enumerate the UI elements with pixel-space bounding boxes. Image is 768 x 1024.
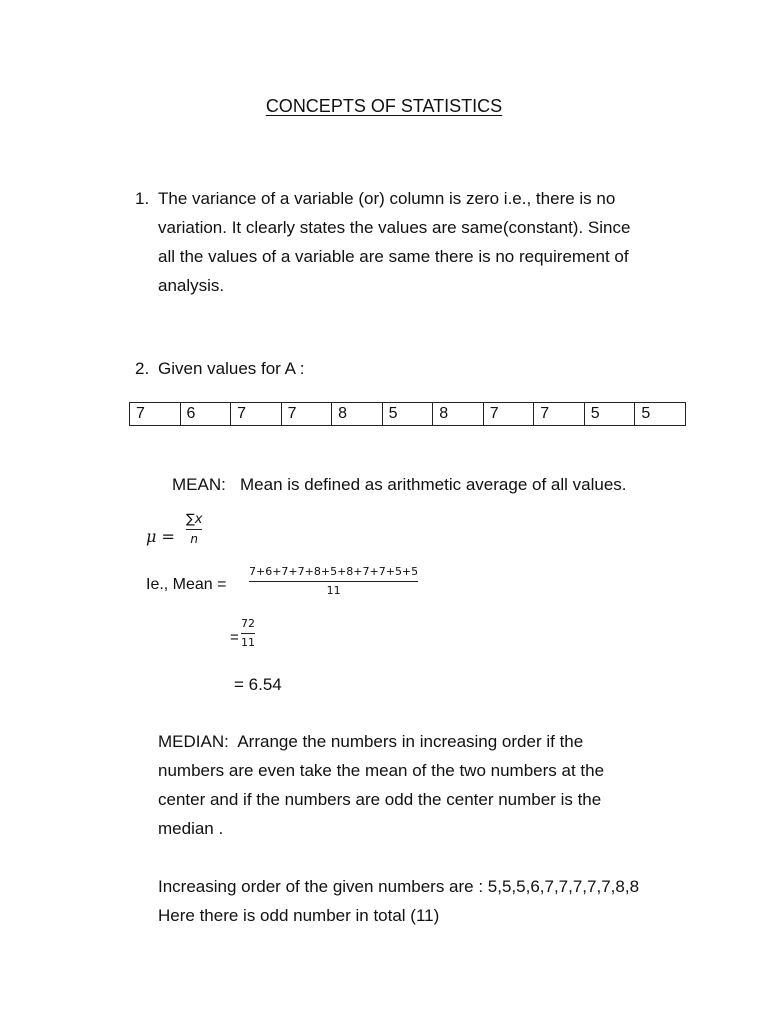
increasing-order-line: Increasing order of the given numbers are : 5,5,5,6,7,7,7,7,7,8,8	[158, 877, 640, 896]
median-line-3: center and if the numbers are odd the center number is the	[158, 790, 602, 809]
value-cell: 7	[534, 403, 585, 426]
total-denominator: 11	[241, 636, 255, 649]
value-cell: 5	[382, 403, 433, 426]
variance-line-3: all the values of a variable are same there is no requirement of	[158, 247, 629, 266]
value-cell: 7	[231, 403, 282, 426]
total-fraction	[241, 617, 255, 650]
variance-line-2: variation. It clearly states the values are same(constant). Since	[158, 218, 631, 237]
value-cell: 7	[130, 403, 181, 426]
given-values-label: Given values for A :	[158, 359, 305, 378]
total-numerator: 72	[241, 617, 255, 630]
value-cell: 6	[180, 403, 231, 426]
sum-numerator: 7+6+7+7+8+5+8+7+7+5+5	[249, 565, 419, 578]
ie-mean-label: Ie., Mean =	[146, 576, 227, 593]
variance-line-1: The variance of a variable (or) column is zero i.e., there is no	[158, 189, 616, 208]
page-title: CONCEPTS OF STATISTICS	[265, 96, 503, 116]
value-cell: 8	[332, 403, 383, 426]
fraction-bar	[186, 529, 202, 530]
value-cell: 5	[584, 403, 635, 426]
variance-line-4: analysis.	[158, 276, 225, 295]
fraction-bar	[249, 581, 418, 582]
value-cell: 5	[635, 403, 686, 426]
values-table	[129, 402, 686, 426]
median-line-4: median .	[158, 819, 224, 838]
value-cell: 7	[483, 403, 534, 426]
mean-formula-lhs: μ =	[146, 527, 175, 546]
sum-denominator: 11	[326, 584, 341, 597]
mean-formula-fraction	[186, 513, 202, 546]
mean-heading: MEAN: Mean is defined as arithmetic average of all values.	[172, 475, 627, 494]
equals-sign: =	[230, 629, 239, 646]
fraction-bar	[241, 633, 255, 634]
list-number-2: 2.	[135, 359, 150, 378]
value-cell: 8	[433, 403, 484, 426]
odd-count-line: Here there is odd number in total (11)	[158, 906, 440, 925]
list-number-1: 1.	[135, 189, 150, 208]
median-line-2: numbers are even take the mean of the two numbers at the	[158, 761, 605, 780]
sum-fraction	[249, 565, 418, 598]
values-row	[130, 403, 686, 426]
formula-numerator: ∑x	[186, 512, 203, 527]
median-line-1: MEDIAN: Arrange the numbers in increasing order if the	[158, 732, 584, 751]
mean-result: = 6.54	[234, 675, 282, 694]
value-cell: 7	[281, 403, 332, 426]
formula-denominator: n	[190, 532, 199, 546]
